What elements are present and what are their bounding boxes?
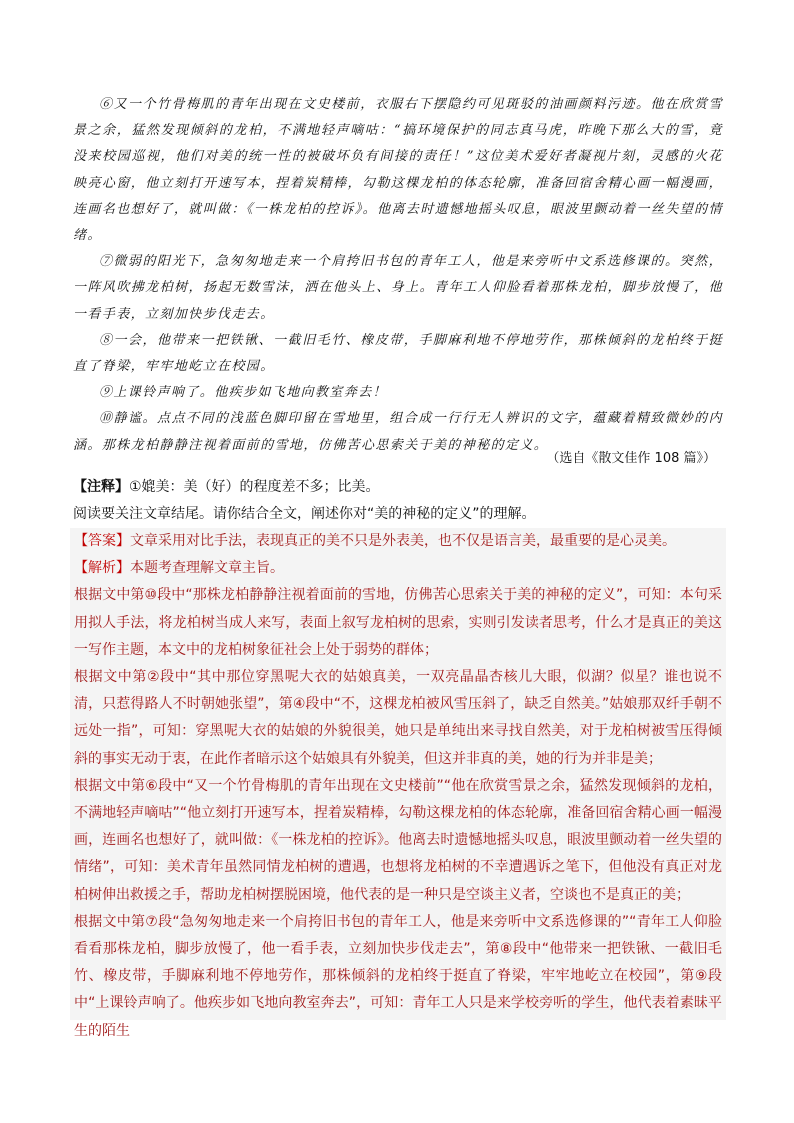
annotation-tag: 【注释】 — [73, 479, 129, 495]
analysis-paragraph-6: 根据文中第⑥段中“又一个竹骨梅肌的青年出现在文史楼前”“他在欣赏雪景之余，猛然发现倾斜的龙柏，不满地轻声嘀咕”“他立刻打开速写本，捏着炭精棒，勾勒这棵龙柏的体态轮廓，准备回宿舍精心画一幅漫画，连画名也想好了，就叫做：《一株龙柏的控诉》。他离去时遗憾地摇头叹息，眼波里颤动着一丝失望的情绪”，可知：美术青年虽然同情龙柏树的遭遇，也想将龙柏树的不幸遭遇诉之笔下，但他没有真正对龙柏树伸出救援之手，帮助龙柏树摆脱困境，他代表的是一种只是空谈主义者，空谈也不是真正的美； — [74, 777, 722, 903]
story-excerpt — [73, 92, 723, 459]
annotation-line — [73, 474, 725, 501]
explanation-tag: 【解析】 — [74, 560, 130, 577]
answer-analysis-block — [70, 528, 726, 1039]
annotation-text: ①媲美：美（好）的程度差不多；比美。 — [129, 479, 380, 495]
question-text: 阅读要关注文章结尾。请你结合全文，阐述你对“美的神秘的定义”的理解。 — [73, 506, 536, 522]
story-paragraph-7: ⑦微弱的阳光下，急匆匆地走来一个肩挎旧书包的青年工人，他是来旁听中文系选修课的。突然，一阵风吹拂龙柏树，扬起无数雪沫，洒在他头上、身上。青年工人仰脸看着那株龙柏，脚步放慢了，他一看手表，立刻加快步伐走去。 — [73, 254, 723, 322]
explanation-line — [70, 555, 726, 582]
answer-tag: 【答案】 — [74, 533, 130, 549]
source-citation: （选自《散文佳作 108 篇》） — [546, 451, 716, 466]
story-paragraph-9: ⑨上课铃声响了。他疾步如飞地向教室奔去！ — [99, 385, 388, 401]
answer-text: 文章采用对比手法，表现真正的美不只是外表美，也不仅是语言美，最重要的是心灵美。 — [130, 533, 676, 549]
analysis-paragraph-7-9: 根据文中第⑦段“急匆匆地走来一个肩挎旧书包的青年工人，他是来旁听中文系选修课的”“青年工人仰脸看看那株龙柏，脚步放慢了，他一看手表，立刻加快步伐走去”，第⑧段中“他带来一把铁锹、一截旧毛竹、橡皮带，手脚麻利地不停地劳作，那株倾斜的龙柏终于挺直了脊梁，牢牢地屹立在校园”，第⑨段中“上课铃声响了。他疾步如飞地向教室奔去”，可知：青年工人只是来学校旁听的学生，他代表着素昧平生的陌生 — [74, 913, 722, 1039]
story-paragraph-8: ⑧一会，他带来一把铁锹、一截旧毛竹、橡皮带，手脚麻利地不停地劳作，那株倾斜的龙柏终于挺直了脊梁，牢牢地屹立在校园。 — [73, 332, 723, 375]
answer-line — [70, 528, 726, 555]
analysis-paragraph-2-4: 根据文中第②段中“其中那位穿黑呢大衣的姑娘真美，一双亮晶晶杏核儿大眼，似湖？似星？谁也说不清，只惹得路人不时朝她张望”，第④段中“不，这棵龙柏被风雪压斜了，缺乏自然美。”姑娘那双纤手朝不远处一指”，可知：穿黑呢大衣的姑娘的外貌很美，她只是单纯出来寻找自然美，对于龙柏树被雪压得倾斜的事实无动于衷，在此作者暗示这个姑娘具有外貌美，但这并非真的美，她的行为并非是美； — [74, 669, 722, 767]
explanation-text: 本题考查理解文章主旨。 — [130, 560, 284, 577]
analysis-paragraph-10: 根据文中第⑩段中“那株龙柏静静注视着面前的雪地，仿佛苦心思索关于美的神秘的定义”，可知：本句采用拟人手法，将龙柏树当成人来写，表面上叙写龙柏树的思索，实则引发读者思考，什么才是真正的美这一写作主题，本文中的龙柏树象征社会上处于弱势的群体； — [74, 587, 722, 658]
notes-section — [73, 474, 725, 528]
story-paragraph-6: ⑥又一个竹骨梅肌的青年出现在文史楼前，衣服右下摆隐约可见斑驳的油画颜料污迹。他在欣赏雪景之余，猛然发现倾斜的龙柏，不满地轻声嘀咕：“搞环境保护的同志真马虎，昨晚下那么大的雪，竟没来校园巡视，他们对美的统一性的被破坏负有间接的责任！”这位美术爱好者凝视片刻，灵感的火花映亮心窗，他立刻打开速写本，捏着炭精棒，勾勒这棵龙柏的体态轮廓，准备回宿舍精心画一幅漫画，连画名也想好了，就叫做：《一株龙柏的控诉》。他离去时遗憾地摇头叹息，眼波里颤动着一丝失望的情绪。 — [73, 97, 723, 244]
story-paragraph-10: ⑩静谧。点点不同的浅蓝色脚印留在雪地里，组合成一行行无人辨识的文字，蕴藏着精致微妙的内涵。那株龙柏静静注视着面前的雪地，仿佛苦心思索关于美的神秘的定义。 — [73, 411, 723, 453]
